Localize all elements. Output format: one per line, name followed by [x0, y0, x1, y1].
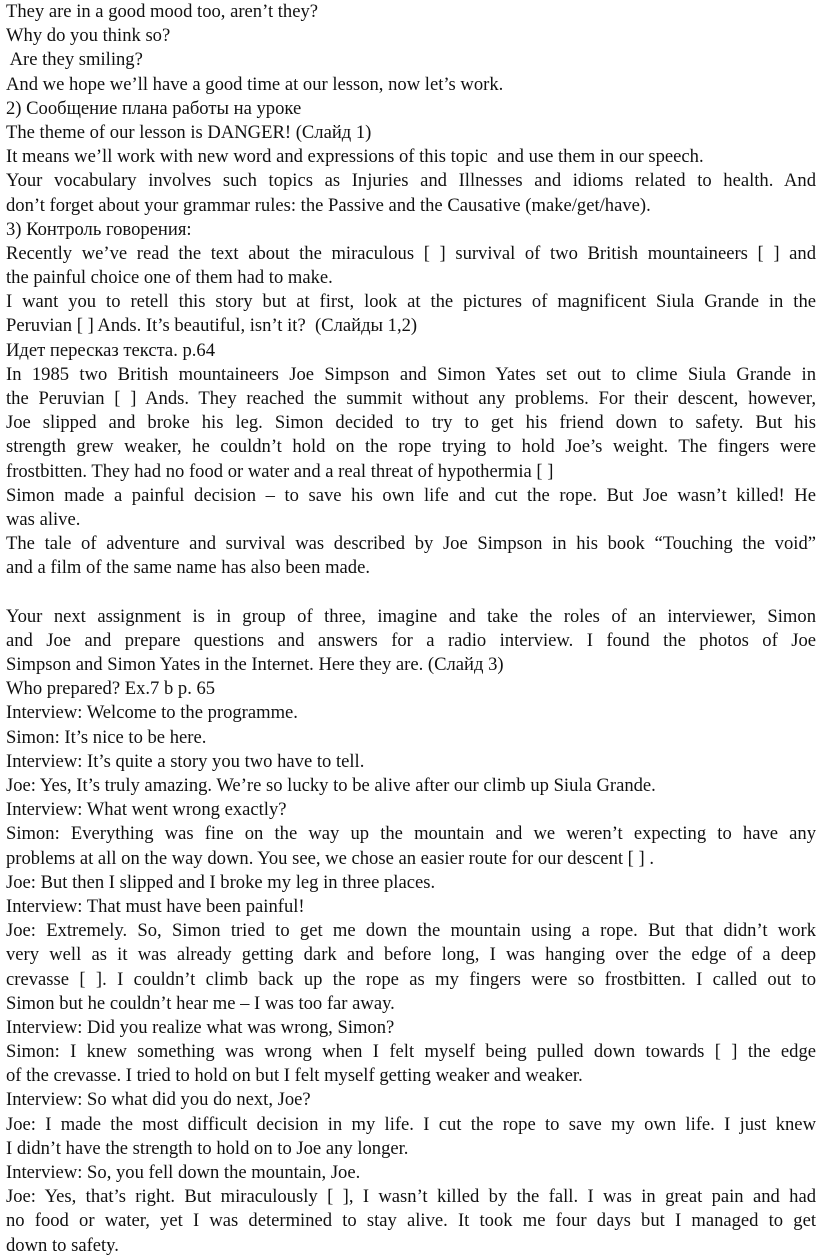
text-line: Simpson and Simon Yates in the Internet. Here they are. (Слайд 3) — [6, 654, 504, 676]
interview-line: of the crevasse. I tried to hold on but I felt myself getting weaker and weaker. — [6, 1065, 583, 1087]
text-line: frostbitten. They had no food or water and a real threat of hypothermia [ ] — [6, 460, 554, 482]
interview-line: crevasse [ ]. I couldn’t climb back up the rope as my fingers were so frostbitten. I called out to — [6, 968, 816, 990]
text-line: Who prepared? Ex.7 b p. 65 — [6, 678, 216, 700]
text-line: don’t forget about your grammar rules: the Passive and the Causative (make/get/have). — [6, 194, 651, 216]
text-line: It means we’ll work with new word and expressions of this topic and use them in our speech. — [6, 146, 704, 168]
interview-line: Joe: But then I slipped and I broke my leg in three places. — [6, 871, 436, 893]
interview-line: down to safety. — [6, 1234, 119, 1256]
text-line: the Peruvian [ ] Ands. They reached the summit without any problems. For their descent, however, — [6, 388, 816, 409]
section-heading: 2) Сообщение плана работы на уроке — [6, 97, 302, 119]
text-line: Joe slipped and broke his leg. Simon decided to try to get his friend down to safety. But his — [6, 412, 816, 434]
text-line: They are in a good mood too, aren’t they? — [6, 1, 319, 22]
text-line: Your vocabulary involves such topics as Injuries and Illnesses and idioms related to health. And — [6, 170, 816, 192]
text-line: Recently we’ve read the text about the miraculous [ ] survival of two British mountaineers [ ] and — [6, 242, 816, 264]
text-line: The theme of our lesson is DANGER! (Слайд 1) — [6, 121, 372, 143]
interview-line: I didn’t have the strength to hold on to Joe any longer. — [6, 1137, 409, 1159]
interview-line: Interview: It’s quite a story you two have to tell. — [6, 750, 365, 772]
interview-line: Interview: Welcome to the programme. — [6, 702, 298, 724]
text-line: And we hope we’ll have a good time at our lesson, now let’s work. — [6, 73, 504, 95]
text-line: strength grew weaker, he couldn’t hold on the rope trying to hold Joe’s weight. The fingers were — [6, 436, 816, 458]
interview-line: Joe: Extremely. So, Simon tried to get me down the mountain using a rope. But that didn’t work — [6, 920, 816, 942]
text-line: Are they smiling? — [6, 49, 143, 71]
interview-line: Joe: Yes, It’s truly amazing. We’re so lucky to be alive after our climb up Siula Grande. — [6, 775, 656, 796]
text-line: the painful choice one of them had to make. — [6, 267, 333, 289]
interview-line: Interview: That must have been painful! — [6, 895, 305, 917]
interview-line: Simon but he couldn’t hear me – I was too far away. — [6, 992, 395, 1014]
section-heading: 3) Контроль говорения: — [6, 218, 192, 240]
document-page — [6, 0, 816, 1258]
text-line: The tale of adventure and survival was described by Joe Simpson in his book “Touching the void” — [6, 533, 816, 555]
interview-line: problems at all on the way down. You see, we chose an easier route for our descent [ ] . — [6, 847, 655, 869]
text-line: Why do you think so? — [6, 25, 171, 47]
interview-line: Interview: So, you fell down the mountain, Joe. — [6, 1162, 361, 1183]
blank-line — [6, 581, 816, 605]
interview-line: no food or water, yet I was determined to stay alive. It took me four days but I managed to get — [6, 1210, 816, 1232]
interview-line: Interview: So what did you do next, Joe? — [6, 1089, 311, 1111]
text-line: and a film of the same name has also been made. — [6, 557, 370, 579]
interview-line: Interview: Did you realize what was wrong, Simon? — [6, 1016, 395, 1038]
interview-line: Simon: I knew something was wrong when I felt myself being pulled down towards [ ] the edge — [6, 1041, 816, 1063]
section-heading: Идет пересказ текста. p.64 — [6, 339, 216, 361]
text-line: Your next assignment is in group of three, imagine and take the roles of an interviewer, Simon — [6, 605, 816, 627]
text-line: Simon made a painful decision – to save his own life and cut the rope. But Joe wasn’t killed! He — [6, 484, 816, 506]
interview-line: Interview: What went wrong exactly? — [6, 799, 287, 821]
text-line: was alive. — [6, 508, 81, 530]
text-line: Peruvian [ ] Ands. It’s beautiful, isn’t it? (Слайды 1,2) — [6, 315, 418, 337]
interview-line: Simon: Everything was fine on the way up the mountain and we weren’t expecting to have any — [6, 823, 816, 845]
interview-line: Joe: I made the most difficult decision in my life. I cut the rope to save my own life. I just knew — [6, 1113, 816, 1135]
interview-line: Joe: Yes, that’s right. But miraculously [ ], I wasn’t killed by the fall. I was in great pain and had — [6, 1186, 816, 1208]
text-line: and Joe and prepare questions and answers for a radio interview. I found the photos of Joe — [6, 629, 816, 651]
interview-line: very well as it was already getting dark and before long, I was hanging over the edge of a deep — [6, 944, 816, 966]
text-line: I want you to retell this story but at first, look at the pictures of magnificent Siula Grande in the — [6, 291, 816, 313]
interview-line: Simon: It’s nice to be here. — [6, 726, 207, 748]
text-line: In 1985 two British mountaineers Joe Simpson and Simon Yates set out to clime Siula Grande in — [6, 363, 816, 385]
